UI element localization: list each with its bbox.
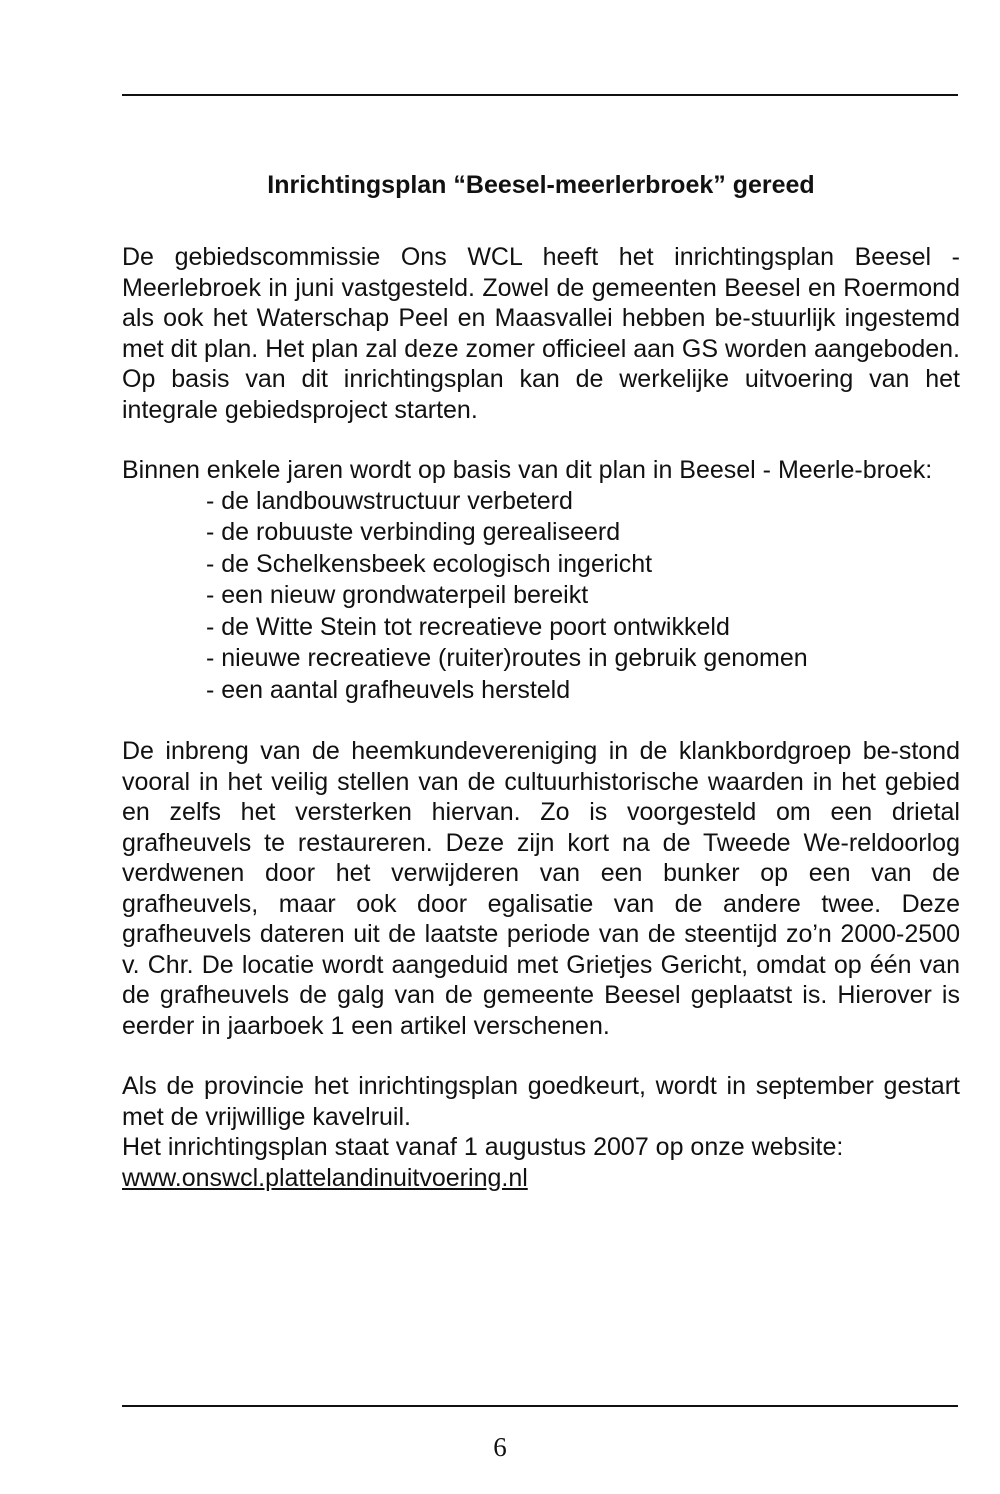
improvements-list xyxy=(206,486,960,707)
bottom-rule xyxy=(122,1405,958,1407)
website-link[interactable]: www.onswcl.plattelandinuitvoering.nl xyxy=(122,1163,528,1192)
paragraph-5: Het inrichtingsplan staat vanaf 1 augustus 2007 op onze website: xyxy=(122,1133,844,1161)
paragraph-1: De gebiedscommissie Ons WCL heeft het inrichtingsplan Beesel - Meerlebroek in juni vastgesteld. Zowel de gemeenten Beesel en Roermond als ook het Waterschap Peel en Maasvallei hebben be-stuurlijk ingestemd met dit plan. Het plan zal deze zomer officieel aan GS worden aangeboden. Op basis van dit inrichtingsplan kan de werkelijke uitvoering van het integrale gebiedsproject starten. xyxy=(122,243,960,424)
top-rule xyxy=(122,94,958,96)
list-item: - de Witte Stein tot recreatieve poort ontwikkeld xyxy=(206,612,730,641)
paragraph-2-intro: Binnen enkele jaren wordt op basis van dit plan in Beesel - Meerle-broek: xyxy=(122,456,933,484)
article-title: Inrichtingsplan “Beesel-meerlerbroek” gereed xyxy=(267,171,815,199)
list-item: - een nieuw grondwaterpeil bereikt xyxy=(206,581,589,609)
list-item: - de robuuste verbinding gerealiseerd xyxy=(206,518,621,546)
paragraph-3: De inbreng van de heemkundevereniging in de klankbordgroep be-stond vooral in het veilig stellen van de cultuurhistorische waarden in het gebied en zelfs het versterken hiervan. Zo is voorgesteld om een drietal grafheuvels te restaureren. Deze zijn kort na de Tweede We-reldoorlog verdwenen door het verwijderen van een bunker op een van de grafheuvels, maar ook door egalisatie van de andere twee. Deze grafheuvels dateren uit de laatste periode van de steentijd zo’n 2000-2500 v. Chr. De locatie wordt aangeduid met Grietjes Gericht, omdat op één van de grafheuvels de galg van de gemeente Beesel geplaatst is. Hierover is eerder in jaarboek 1 een artikel verschenen. xyxy=(122,737,960,1040)
list-item: - een aantal grafheuvels hersteld xyxy=(206,675,571,704)
list-item: - nieuwe recreatieve (ruiter)routes in gebruik genomen xyxy=(206,644,808,672)
paragraph-4: Als de provincie het inrichtingsplan goedkeurt, wordt in september gestart met de vrijwillige kavelruil. xyxy=(122,1072,960,1131)
list-item: - de Schelkensbeek ecologisch ingericht xyxy=(206,549,653,578)
article xyxy=(122,170,960,1193)
page-number: 6 xyxy=(493,1432,507,1462)
list-item: - de landbouwstructuur verbeterd xyxy=(206,486,573,515)
